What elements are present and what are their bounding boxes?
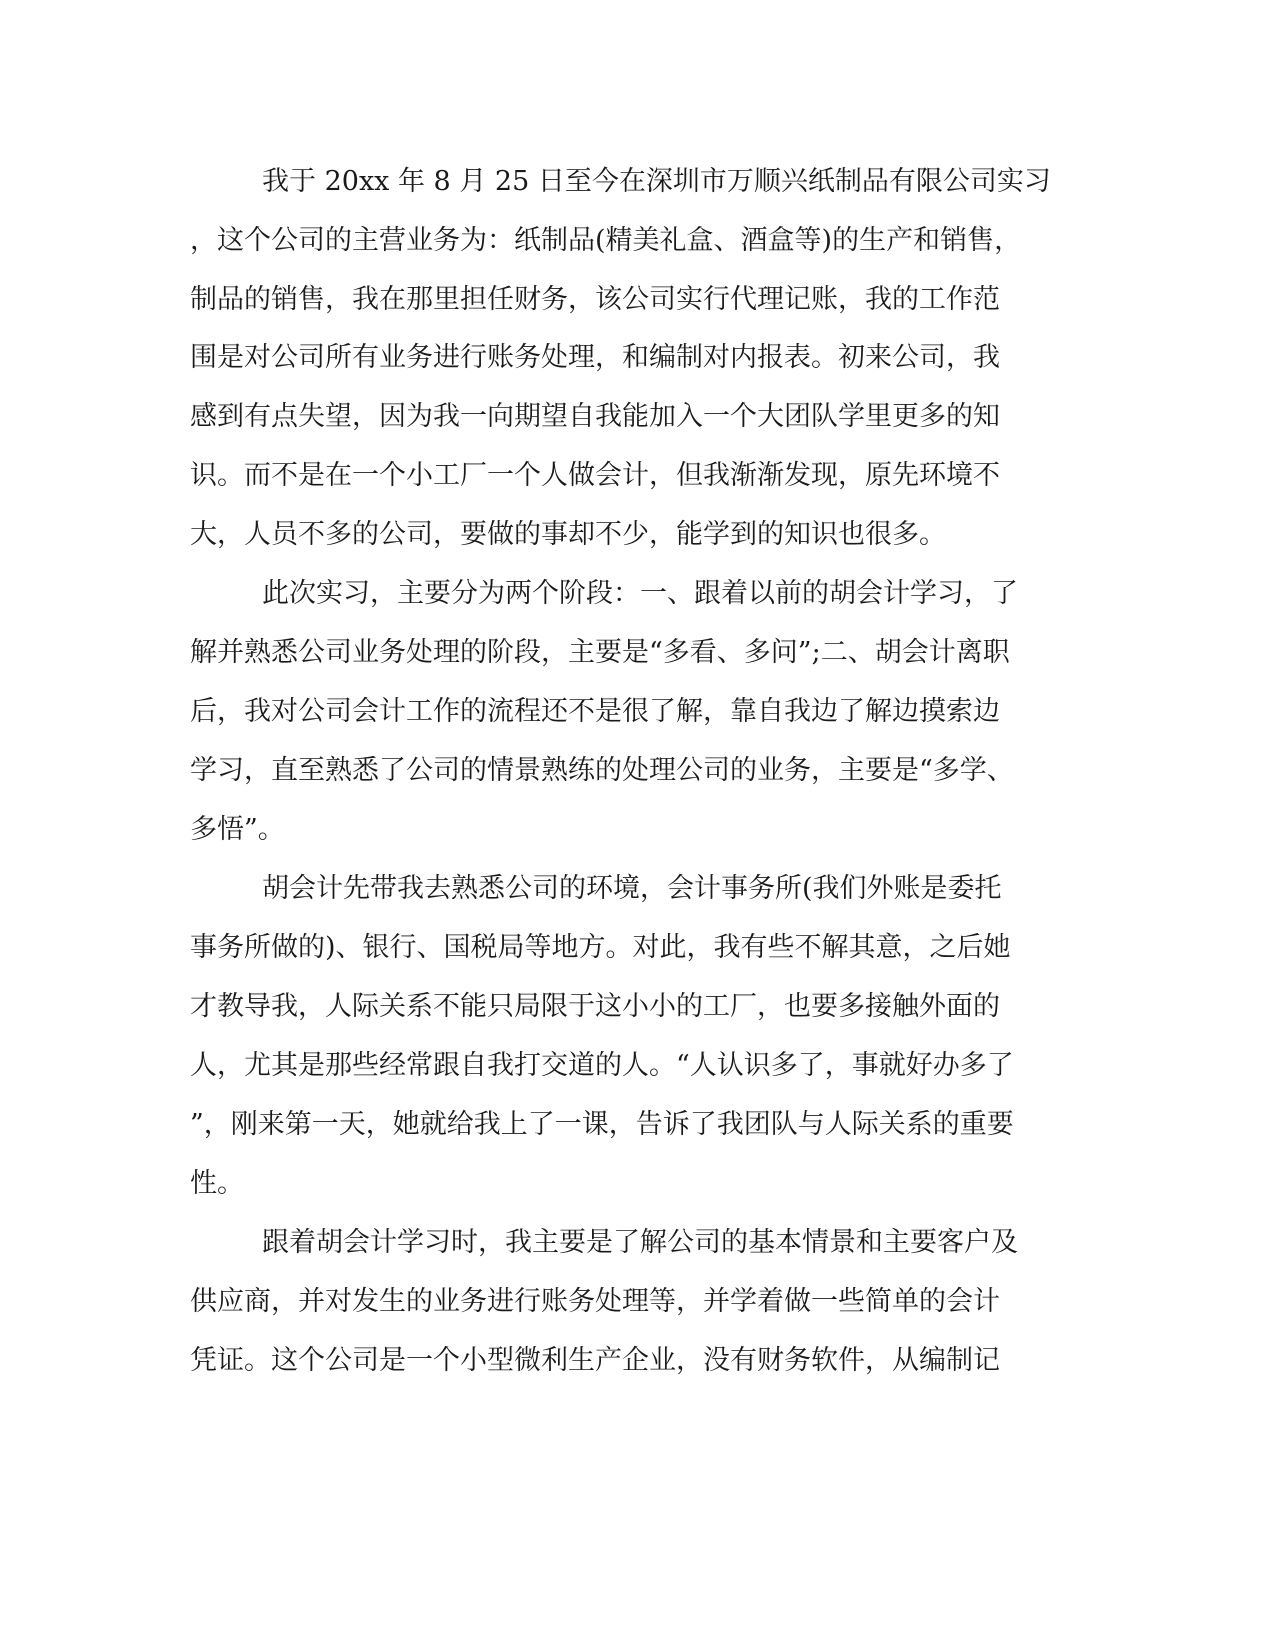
paragraph-line: 此次实习，主要分为两个阶段：一、跟着以前的胡会计学习，了 (262, 578, 1018, 609)
paragraph-line: 感到有点失望，因为我一向期望自我能加入一个大团队学里更多的知 (190, 401, 1000, 432)
paragraph-line: ，这个公司的主营业务为：纸制品(精美礼盒、酒盒等)的生产和销售， (190, 225, 1022, 256)
paragraph-line: 制品的销售，我在那里担任财务，该公司实行代理记账，我的工作范 (190, 284, 1000, 315)
paragraph-line: 凭证。这个公司是一个小型微利生产企业，没有财务软件，从编制记 (190, 1345, 1000, 1376)
paragraph-line: 事务所做的)、银行、国税局等地方。对此，我有些不解其意，之后她 (190, 932, 1011, 963)
paragraph-line: 解并熟悉公司业务处理的阶段，主要是“多看、多问”;二、胡会计离职 (190, 637, 1010, 668)
paragraph-line: 大，人员不多的公司，要做的事却不少，能学到的知识也很多。 (190, 519, 946, 550)
paragraph-line: 多悟”。 (190, 814, 285, 845)
paragraph-line: 性。 (190, 1168, 244, 1199)
paragraph-line: 识。而不是在一个小工厂一个人做会计，但我渐渐发现，原先环境不 (190, 460, 1000, 491)
paragraph-line: 胡会计先带我去熟悉公司的环境，会计事务所(我们外账是委托 (262, 873, 1002, 904)
paragraph-line: ”，刚来第一天，她就给我上了一课，告诉了我团队与人际关系的重要 (190, 1109, 1014, 1140)
paragraph-line: 才教导我，人际关系不能只局限于这小小的工厂，也要多接触外面的 (190, 991, 1000, 1022)
paragraph-line: 人，尤其是那些经常跟自我打交道的人。“人认识多了，事就好办多了 (190, 1050, 1014, 1081)
paragraph-line: 我于 20xx 年 8 月 25 日至今在深圳市万顺兴纸制品有限公司实习 (262, 166, 1051, 197)
paragraph-line: 跟着胡会计学习时，我主要是了解公司的基本情景和主要客户及 (262, 1227, 1018, 1258)
paragraph-line: 供应商，并对发生的业务进行账务处理等，并学着做一些简单的会计 (190, 1286, 1000, 1317)
paragraph-line: 后，我对公司会计工作的流程还不是很了解，靠自我边了解边摸索边 (190, 696, 1000, 727)
paragraph-line: 学习，直至熟悉了公司的情景熟练的处理公司的业务，主要是“多学、 (190, 755, 1014, 786)
paragraph-line: 围是对公司所有业务进行账务处理，和编制对内报表。初来公司，我 (190, 342, 1000, 373)
